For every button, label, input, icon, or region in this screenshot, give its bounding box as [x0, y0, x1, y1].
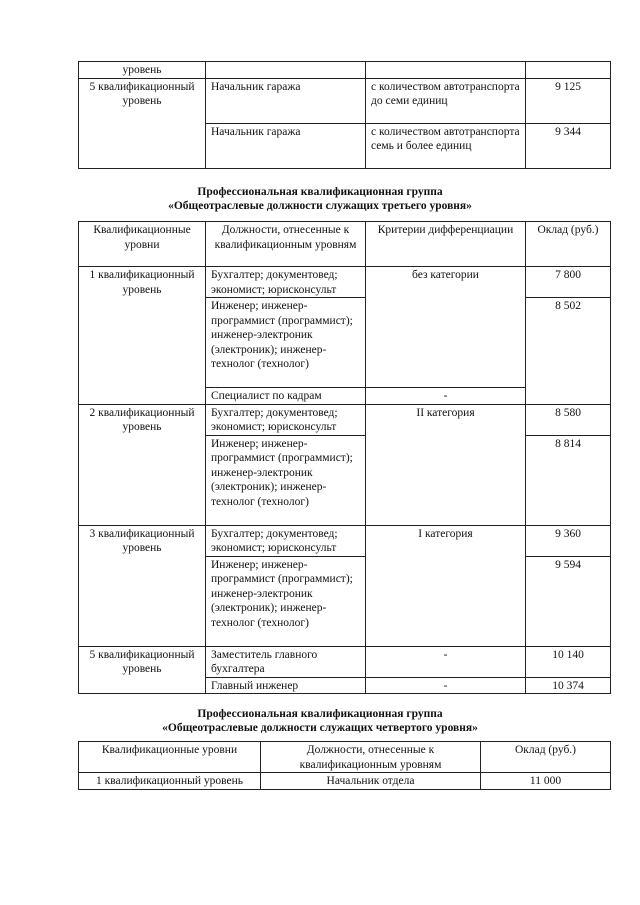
table-row: [79, 646, 611, 677]
level-cell: уровень: [79, 62, 206, 79]
salary-cell: 9 594: [526, 556, 611, 646]
salary-cell: 10 374: [526, 677, 611, 694]
criteria-cell: [366, 62, 526, 79]
section-title-line2: «Общеотраслевые должности служащих четвертого уровня»: [162, 722, 478, 734]
table-garage-positions: [78, 61, 611, 169]
position-cell: Начальник гаража: [206, 123, 366, 168]
position-cell: Бухгалтер; документовед; экономист; юрисконсульт: [206, 404, 366, 435]
salary-cell: 8 580: [526, 404, 611, 435]
criteria-cell: -: [366, 388, 526, 405]
table-row: [79, 404, 611, 435]
level-cell: 5 квалификационный уровень: [79, 78, 206, 168]
position-cell: Инженер; инженер-программист (программист); инженер-электроник (электроник); инженер-технолог (технолог): [206, 435, 366, 525]
position-cell: Специалист по кадрам: [206, 388, 366, 405]
section-title-line1: Профессиональная квалификационная группа: [197, 708, 443, 720]
table-header-row: [79, 742, 611, 773]
header-salary: Оклад (руб.): [526, 222, 611, 267]
salary-cell: 10 140: [526, 646, 611, 677]
salary-cell: 8 814: [526, 435, 611, 525]
criteria-cell: II категория: [366, 404, 526, 525]
position-cell: Инженер; инженер-программист (программист); инженер-электроник (электроник); инженер-технолог (технолог): [206, 556, 366, 646]
table-row: [79, 62, 611, 79]
criteria-cell: I категория: [366, 525, 526, 646]
table-fourth-level-positions: [78, 741, 611, 790]
position-cell: Инженер; инженер-программист (программист); инженер-электроник (электроник); инженер-технолог (технолог): [206, 298, 366, 388]
section-title-line2: «Общеотраслевые должности служащих третьего уровня»: [168, 200, 472, 212]
position-cell: Начальник гаража: [206, 78, 366, 123]
position-cell: Бухгалтер; документовед; экономист; юрисконсульт: [206, 267, 366, 298]
position-cell: [206, 62, 366, 79]
criteria-cell: с количеством автотранспорта семь и более единиц: [366, 123, 526, 168]
level-cell: 1 квалификационный уровень: [79, 773, 261, 790]
salary-cell: 9 344: [526, 123, 611, 168]
header-position: Должности, отнесенные к квалификационным уровням: [206, 222, 366, 267]
position-cell: Заместитель главного бухгалтера: [206, 646, 366, 677]
level-cell: 1 квалификационный уровень: [79, 267, 206, 405]
level-cell: 5 квалификационный уровень: [79, 646, 206, 694]
criteria-cell: с количеством автотранспорта до семи единиц: [366, 78, 526, 123]
table-header-row: [79, 222, 611, 267]
level-cell: 2 квалификационный уровень: [79, 404, 206, 525]
section-title-line1: Профессиональная квалификационная группа: [197, 186, 443, 198]
salary-cell: 9 360: [526, 525, 611, 556]
criteria-cell: -: [366, 646, 526, 677]
criteria-cell: без категории: [366, 267, 526, 388]
salary-cell: 11 000: [481, 773, 611, 790]
position-cell: Главный инженер: [206, 677, 366, 694]
table-row: [79, 78, 611, 123]
level-cell: 3 квалификационный уровень: [79, 525, 206, 646]
header-salary: Оклад (руб.): [481, 742, 611, 773]
salary-cell: [526, 62, 611, 79]
position-cell: Начальник отдела: [261, 773, 481, 790]
position-cell: Бухгалтер; документовед; экономист; юрисконсульт: [206, 525, 366, 556]
salary-cell: 9 125: [526, 78, 611, 123]
header-level: Квалификационные уровни: [79, 742, 261, 773]
header-position: Должности, отнесенные к квалификационным уровням: [261, 742, 481, 773]
table-row: [79, 773, 611, 790]
table-row: [79, 267, 611, 298]
salary-cell: 8 502: [526, 298, 611, 405]
salary-cell: 7 800: [526, 267, 611, 298]
table-third-level-positions: [78, 221, 611, 694]
table-row: [79, 525, 611, 556]
header-level: Квалификационные уровни: [79, 222, 206, 267]
criteria-cell: -: [366, 677, 526, 694]
header-criteria: Критерии дифференциации: [366, 222, 526, 267]
